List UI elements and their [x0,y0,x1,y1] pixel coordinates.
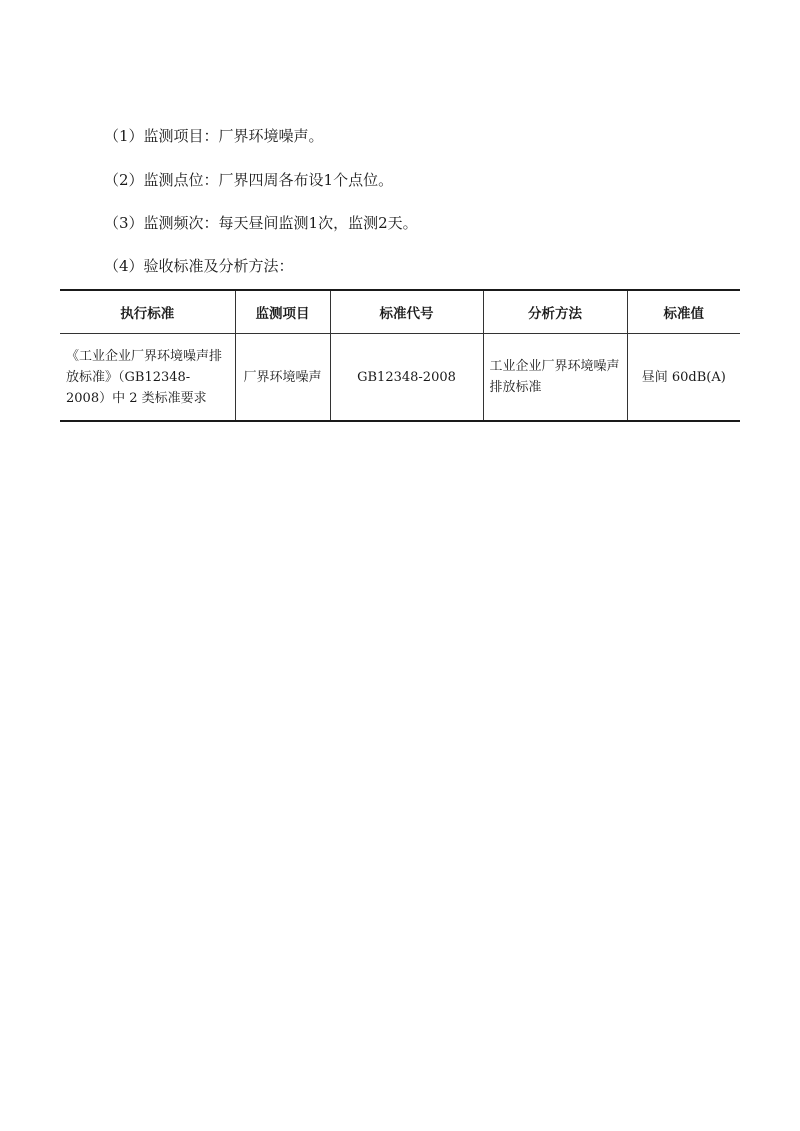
cell-method [483,334,627,422]
cell-value: 昼间 60dB(A) [627,334,740,422]
header-standard: 执行标准 [60,290,235,334]
paragraph-monitoring-frequency: （3）监测频次：每天昼间监测1次，监测2天。 [104,214,418,232]
header-method: 分析方法 [483,290,627,334]
header-item: 监测项目 [235,290,330,334]
cell-standard [60,334,235,422]
cell-standard-text: 《工业企业厂界环境噪声排放标准》（GB12348-2008）中 2 类标准要求 [66,348,223,406]
cell-method-text: 工业企业厂界环境噪声排放标准 [489,359,620,395]
standards-table [60,289,740,422]
paragraph-monitoring-points: （2）监测点位：厂界四周各布设1个点位。 [104,171,394,189]
paragraph-monitoring-item: （1）监测项目：厂界环境噪声。 [104,127,324,145]
header-value: 标准值 [627,290,740,334]
table-header-row [60,290,740,334]
table-row [60,334,740,422]
cell-item-text: 厂界环境噪声 [243,369,322,385]
header-code: 标准代号 [330,290,483,334]
paragraph-acceptance-standard: （4）验收标准及分析方法： [104,257,294,275]
cell-code: GB12348-2008 [330,334,483,422]
cell-item [235,334,330,422]
